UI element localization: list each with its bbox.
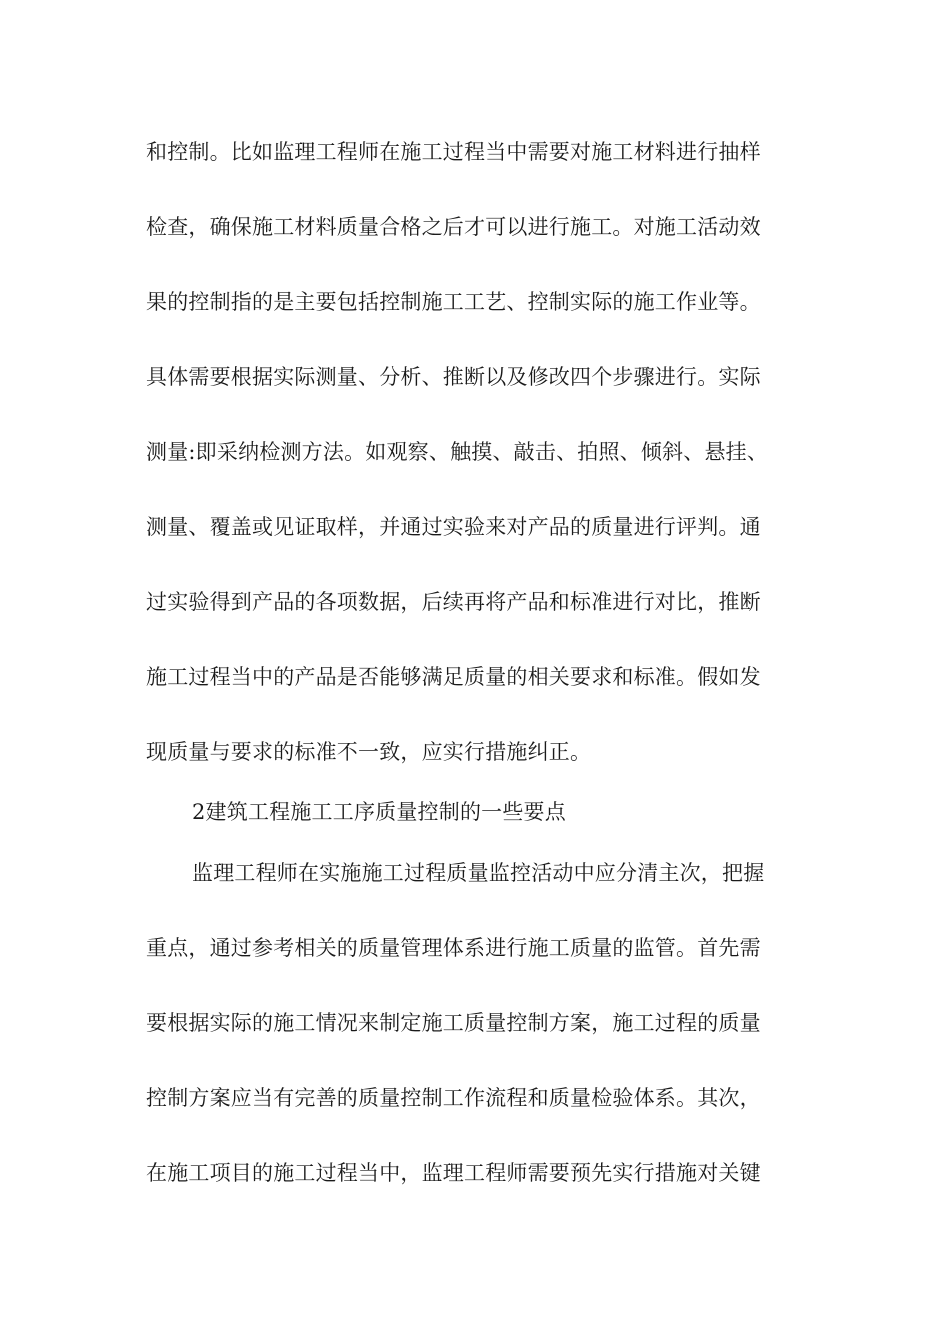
paragraph-line: 要根据实际的施工情况来制定施工质量控制方案，施工过程的质量 bbox=[146, 1011, 761, 1035]
paragraph-line: 监理工程师在实施施工过程质量监控活动中应分清主次，把握 bbox=[192, 861, 765, 885]
paragraph-line: 具体需要根据实际测量、分析、推断以及修改四个步骤进行。实际 bbox=[146, 365, 761, 389]
paragraph-line: 和控制。比如监理工程师在施工过程当中需要对施工材料进行抽样 bbox=[146, 140, 761, 164]
paragraph-line: 果的控制指的是主要包括控制施工工艺、控制实际的施工作业等。 bbox=[146, 290, 761, 314]
paragraph-line: 过实验得到产品的各项数据，后续再将产品和标准进行对比，推断 bbox=[146, 590, 761, 614]
paragraph-line: 测量:即采纳检测方法。如观察、触摸、敲击、拍照、倾斜、悬挂、 bbox=[146, 440, 769, 464]
paragraph-line: 重点，通过参考相关的质量管理体系进行施工质量的监管。首先需 bbox=[146, 936, 761, 960]
paragraph-line: 检查，确保施工材料质量合格之后才可以进行施工。对施工活动效 bbox=[146, 215, 761, 239]
paragraph-line: 测量、覆盖或见证取样，并通过实验来对产品的质量进行评判。通 bbox=[146, 515, 761, 539]
paragraph-line: 现质量与要求的标准不一致，应实行措施纠正。 bbox=[146, 740, 592, 764]
paragraph-line: 在施工项目的施工过程当中，监理工程师需要预先实行措施对关键 bbox=[146, 1161, 761, 1185]
paragraph-line: 施工过程当中的产品是否能够满足质量的相关要求和标准。假如发 bbox=[146, 665, 761, 689]
paragraph-line: 控制方案应当有完善的质量控制工作流程和质量检验体系。其次， bbox=[146, 1086, 761, 1110]
section-heading: 2建筑工程施工工序质量控制的一些要点 bbox=[192, 800, 566, 824]
